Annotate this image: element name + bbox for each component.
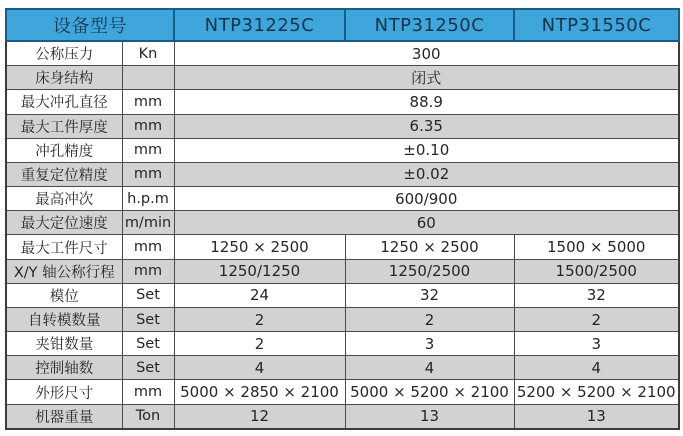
param-value: 6.35 [174, 114, 679, 138]
table-row [6, 356, 679, 380]
param-unit: Set [122, 307, 174, 331]
param-unit: mm [122, 114, 174, 138]
param-value-model-1: 2 [174, 332, 345, 356]
param-value-model-2: 1250/2500 [345, 259, 514, 283]
model-header-1: NTP31225C [174, 9, 345, 41]
param-name: 夹钳数量 [6, 332, 122, 356]
param-value-model-1: 4 [174, 356, 345, 380]
param-value-model-2: 3 [345, 332, 514, 356]
param-value-model-2: 2 [345, 307, 514, 331]
param-name: 机器重量 [6, 404, 122, 429]
table-row [6, 138, 679, 162]
param-name: 外形尺寸 [6, 380, 122, 404]
param-value-model-1: 5000 × 2850 × 2100 [174, 380, 345, 404]
param-unit: mm [122, 380, 174, 404]
param-name: 最大定位速度 [6, 211, 122, 235]
table-row [6, 114, 679, 138]
table-row [6, 90, 679, 114]
param-value: 300 [174, 41, 679, 66]
param-name: 最大工件尺寸 [6, 235, 122, 259]
header-row [6, 9, 679, 41]
param-value-model-2: 32 [345, 283, 514, 307]
param-unit: mm [122, 235, 174, 259]
param-value: ±0.10 [174, 138, 679, 162]
param-name: 模位 [6, 283, 122, 307]
model-header-2: NTP31250C [345, 9, 514, 41]
param-value-model-3: 13 [514, 404, 679, 429]
param-name: 最高冲次 [6, 187, 122, 211]
param-value-model-1: 1250/1250 [174, 259, 345, 283]
param-value: ±0.02 [174, 162, 679, 186]
table-row [6, 283, 679, 307]
param-value-model-3: 3 [514, 332, 679, 356]
param-name: 最大冲孔直径 [6, 90, 122, 114]
param-unit: m/min [122, 211, 174, 235]
param-value-model-3: 1500/2500 [514, 259, 679, 283]
table-row [6, 66, 679, 90]
model-header-3: NTP31550C [514, 9, 679, 41]
param-name: 公称压力 [6, 41, 122, 66]
table-row [6, 307, 679, 331]
spec-table-container [5, 8, 680, 430]
param-name: 控制轴数 [6, 356, 122, 380]
table-row [6, 211, 679, 235]
param-name: 冲孔精度 [6, 138, 122, 162]
param-value-model-1: 2 [174, 307, 345, 331]
param-value: 闭式 [174, 66, 679, 90]
param-unit: Set [122, 283, 174, 307]
param-value-model-2: 5000 × 5200 × 2100 [345, 380, 514, 404]
model-label-header: 设备型号 [6, 9, 174, 41]
table-row [6, 235, 679, 259]
param-value-model-1: 12 [174, 404, 345, 429]
param-value-model-3: 5200 × 5200 × 2100 [514, 380, 679, 404]
table-row [6, 380, 679, 404]
param-unit: mm [122, 162, 174, 186]
param-value-model-3: 2 [514, 307, 679, 331]
param-value-model-2: 4 [345, 356, 514, 380]
param-value-model-3: 1500 × 5000 [514, 235, 679, 259]
param-unit: Set [122, 332, 174, 356]
param-name: 自转模数量 [6, 307, 122, 331]
param-value-model-1: 24 [174, 283, 345, 307]
table-row [6, 41, 679, 66]
param-name: X/Y 轴公称行程 [6, 259, 122, 283]
param-name: 最大工件厚度 [6, 114, 122, 138]
machine-spec-table [5, 8, 680, 430]
param-value-model-1: 1250 × 2500 [174, 235, 345, 259]
param-value: 60 [174, 211, 679, 235]
param-value: 600/900 [174, 187, 679, 211]
param-unit: Kn [122, 41, 174, 66]
table-row [6, 162, 679, 186]
param-unit: mm [122, 138, 174, 162]
table-row [6, 404, 679, 429]
param-name: 重复定位精度 [6, 162, 122, 186]
table-row [6, 187, 679, 211]
param-unit [122, 66, 174, 90]
param-value-model-2: 13 [345, 404, 514, 429]
table-row [6, 259, 679, 283]
param-value-model-2: 1250 × 2500 [345, 235, 514, 259]
param-unit: Set [122, 356, 174, 380]
param-unit: mm [122, 90, 174, 114]
param-unit: mm [122, 259, 174, 283]
param-unit: h.p.m [122, 187, 174, 211]
param-value: 88.9 [174, 90, 679, 114]
param-name: 床身结构 [6, 66, 122, 90]
param-value-model-3: 4 [514, 356, 679, 380]
param-value-model-3: 32 [514, 283, 679, 307]
param-unit: Ton [122, 404, 174, 429]
table-row [6, 332, 679, 356]
